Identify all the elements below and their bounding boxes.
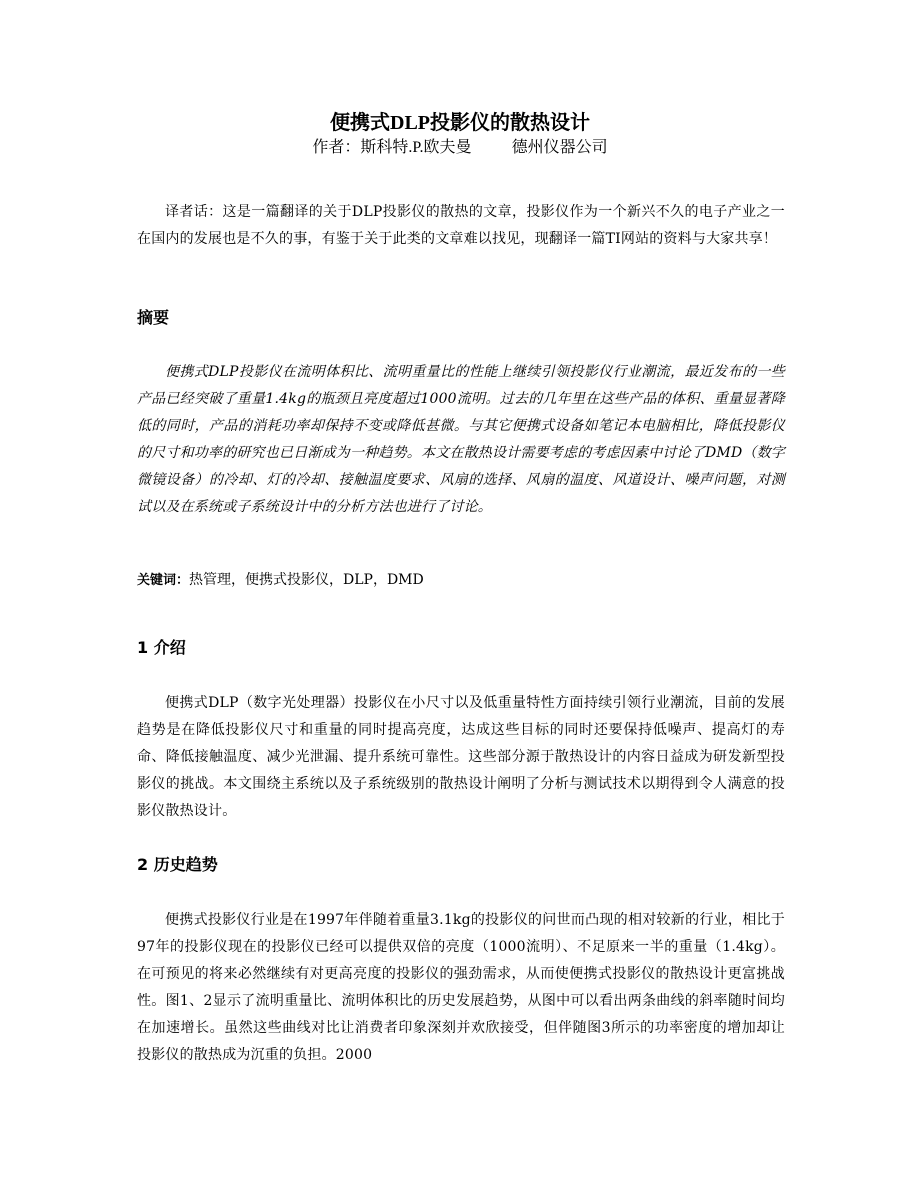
abstract-heading: 摘要 bbox=[137, 308, 170, 327]
keywords bbox=[137, 569, 424, 592]
translator-note: 译者话：这是一篇翻译的关于DLP投影仪的散热的文章，投影仪作为一个新兴不久的电子产业之一在国内的发展也是不久的事，有鉴于关于此类的文章难以找见，现翻译一篇TI网站的资料与大家共享！ bbox=[137, 204, 785, 247]
author-organization: 德州仪器公司 bbox=[511, 139, 608, 156]
document-title: 便携式DLP投影仪的散热设计 bbox=[330, 112, 590, 134]
section-text-history: 便携式投影仪行业是在1997年伴随着重量3.1kg的投影仪的问世而凸现的相对较新的行业，相比于97年的投影仪现在的投影仪已经可以提供双倍的亮度（1000流明）、不足原来一半的重量（1.4kg）。在可预见的将来必然继续有对更高亮度的投影仪的强劲需求，从而使便携式投影仪的散热设计更富挑战性。图1、2显示了流明重量比、流明体积比的历史发展趋势，从图中可以看出两条曲线的斜率随时间均在加速增长。虽然这些曲线对比让消费者印象深刻并欢欣接受，但伴随图3所示的功率密度的增加却让投影仪的散热成为沉重的负担。2000 bbox=[137, 912, 785, 1063]
abstract-text: 便携式DLP投影仪在流明体积比、流明重量比的性能上继续引领投影仪行业潮流，最近发布的一些产品已经突破了重量1.4kg的瓶颈且亮度超过1000流明。过去的几年里在这些产品的体积、重量显著降低的同时，产品的消耗功率却保持不变或降低甚微。与其它便携式设备如笔记本电脑相比，降低投影仪的尺寸和功率的研究也已日渐成为一种趋势。本文在散热设计需要考虑的考虑因素中讨论了DMD（数字微镜设备）的冷却、灯的冷却、接触温度要求、风扇的选择、风扇的温度、风道设计、噪声问题，对测试以及在系统或子系统设计中的分析方法也进行了讨论。 bbox=[137, 364, 785, 515]
section-text-introduction: 便携式DLP（数字光处理器）投影仪在小尺寸以及低重量特性方面持续引领行业潮流，目前的发展趋势是在降低投影仪尺寸和重量的同时提高亮度，达成这些目标的同时还要保持低噪声、提高灯的寿命、降低接触温度、减少光泄漏、提升系统可靠性。这些部分源于散热设计的内容日益成为研发新型投影仪的挑战。本文围绕主系统以及子系统级别的散热设计阐明了分析与测试技术以期得到令人满意的投影仪散热设计。 bbox=[137, 695, 785, 819]
section-heading-history: 2 历史趋势 bbox=[137, 855, 218, 874]
section-heading-introduction: 1 介绍 bbox=[137, 638, 186, 657]
keywords-text: 热管理，便携式投影仪，DLP，DMD bbox=[189, 572, 424, 588]
author-name: 作者：斯科特.P.欧夫曼 bbox=[312, 139, 472, 156]
byline bbox=[0, 137, 920, 159]
keywords-label: 关键词： bbox=[137, 573, 190, 588]
